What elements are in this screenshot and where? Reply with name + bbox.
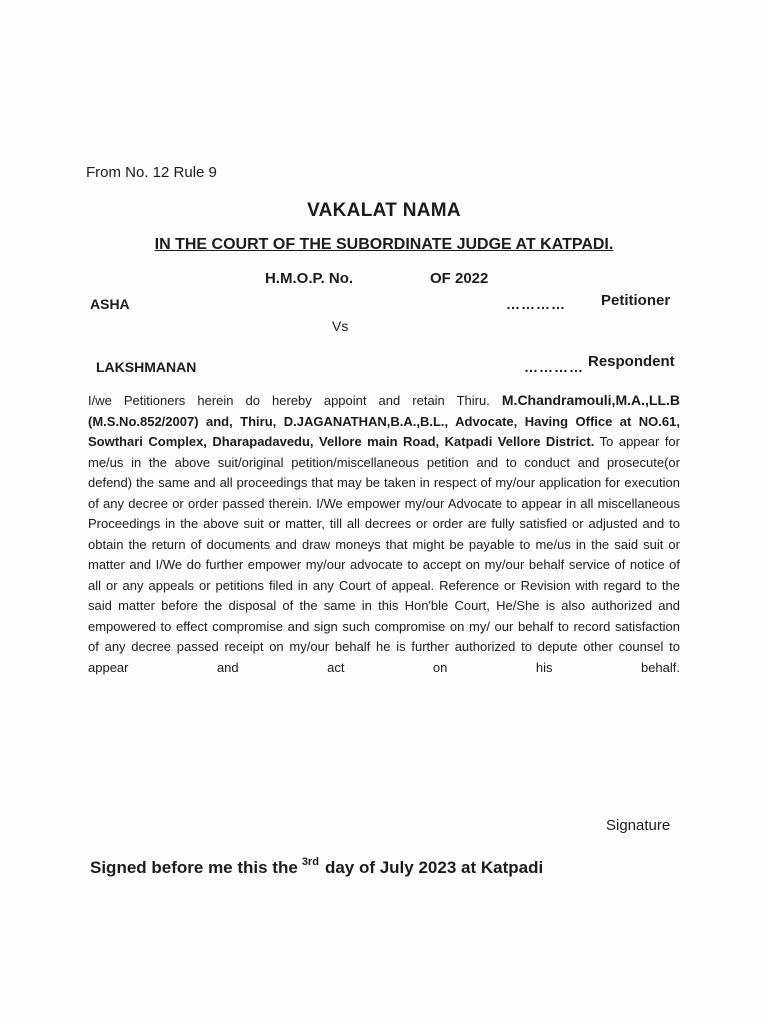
petitioner-role: Petitioner bbox=[601, 292, 671, 309]
petitioner-dots: ………… bbox=[506, 296, 566, 312]
signed-suffix: day of July 2023 at Katpadi bbox=[324, 858, 544, 877]
document-title: VAKALAT NAMA bbox=[307, 200, 461, 221]
versus-label: Vs bbox=[332, 318, 349, 334]
respondent-name: LAKSHMANAN bbox=[96, 359, 197, 375]
respondent-role: Respondent bbox=[588, 353, 675, 370]
respondent-dots: ………… bbox=[524, 359, 584, 375]
advocate-registration: (M.S.No.852/2007) and, Thiru, bbox=[88, 413, 277, 429]
vakalat-body bbox=[88, 390, 680, 678]
hmop-label: H.M.O.P. No. bbox=[265, 270, 354, 287]
hmop-year: OF 2022 bbox=[430, 270, 489, 287]
signature-label: Signature bbox=[606, 817, 671, 834]
signed-prefix: Signed before me this the bbox=[90, 858, 298, 877]
advocate-two-details: D.JAGANATHAN,B.A.,B.L., Advocate, Having Office at NO.61, Sowthari Complex, Dharapadavedu, Vellore main Road, Katpadi Vellore District. bbox=[88, 413, 680, 449]
petitioner-name: ASHA bbox=[90, 296, 130, 312]
signed-line bbox=[90, 856, 543, 878]
body-authority-text: To appear for me/us in the above suit/original petition/miscellaneous petition and to conduct and prosecute(or defend) the same and all proceedings that may be taken in respect of my/our application for execution of any decree or order passed therein. I/We empower my/our Advocate to appear in all miscellaneous Proceedings in the above suit or matter, till all decrees or order are fully satisfied or adjusted and to obtain the return of documents and draw moneys that might be payable to me/us in the said suit or matter and I/We do further empower my/our advocate to accept on my/our behalf service of notice of all or any appeals or petitions filed in any Court of appeal. Reference or Revision with regard to the said matter before the disposal of the same in this Hon'ble Court, He/She is also authorized and empowered to effect compromise and sign such compromise on my/ our behalf to record satisfaction of any decree passed receipt on my/our behalf he is further authorized to depute other counsel to appear and act on his behalf. bbox=[88, 434, 680, 675]
advocate-one-name: M.Chandramouli,M.A.,LL.B bbox=[501, 392, 680, 408]
day-superscript: 3rd bbox=[301, 856, 319, 868]
form-number: From No. 12 Rule 9 bbox=[86, 164, 217, 181]
body-intro: I/we Petitioners herein do hereby appoint and retain Thiru. bbox=[88, 393, 490, 408]
court-heading: IN THE COURT OF THE SUBORDINATE JUDGE AT KATPADI. bbox=[154, 236, 614, 253]
